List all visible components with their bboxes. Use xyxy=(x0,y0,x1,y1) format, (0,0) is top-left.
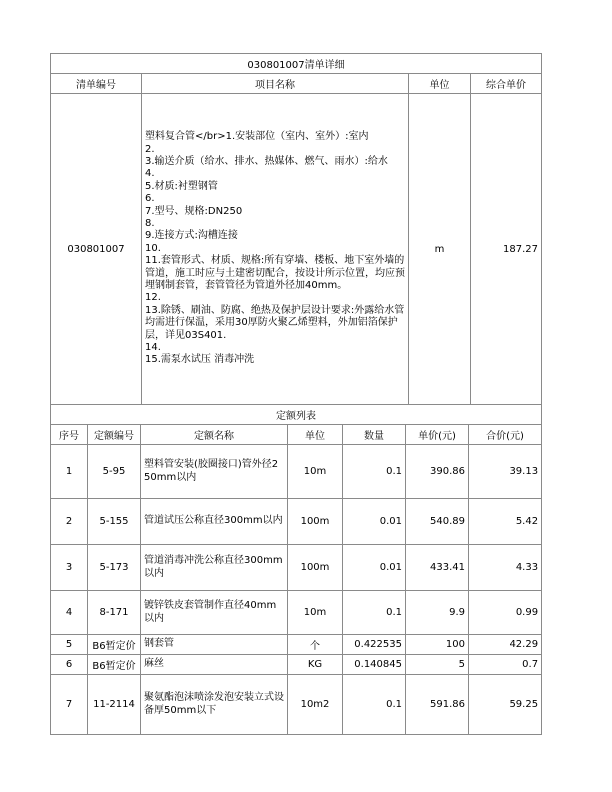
row-code: 5-95 xyxy=(88,445,141,499)
row-unit: 个 xyxy=(288,635,343,655)
row-code: 5-173 xyxy=(88,545,141,591)
description-line: 9.连接方式:沟槽连接 xyxy=(145,230,238,242)
description-line: 2. xyxy=(145,143,155,155)
quota-title-row xyxy=(51,405,542,425)
table-row xyxy=(51,635,542,655)
description-line: 7.型号、规格:DN250 xyxy=(145,205,243,217)
table-row xyxy=(51,675,542,735)
row-unit: 100m xyxy=(288,499,343,545)
table-row xyxy=(51,655,542,675)
row-unit-price: 433.41 xyxy=(406,545,469,591)
row-unit-price: 100 xyxy=(406,635,469,655)
row-seq: 1 xyxy=(51,445,88,499)
title-row xyxy=(51,54,542,74)
row-qty: 0.140845 xyxy=(343,655,406,675)
row-unit: 10m2 xyxy=(288,675,343,735)
row-total: 5.42 xyxy=(469,499,542,545)
row-qty: 0.1 xyxy=(343,591,406,635)
row-name: 聚氨酯泡沫喷涂发泡安装立式设备厚50mm以下 xyxy=(141,675,288,735)
row-name: 镀锌铁皮套管制作直径40mm以内 xyxy=(141,591,288,635)
bill-title: 030801007清单详细 xyxy=(51,54,542,74)
description-line: 4. xyxy=(145,168,155,180)
quota-header-row xyxy=(51,425,542,445)
col-header-seq: 序号 xyxy=(51,425,88,445)
row-code: 8-171 xyxy=(88,591,141,635)
col-header-code: 清单编号 xyxy=(51,74,142,94)
row-total: 0.99 xyxy=(469,591,542,635)
row-unit-price: 5 xyxy=(406,655,469,675)
description-line: 5.材质:衬塑钢管 xyxy=(145,180,218,192)
row-qty: 0.01 xyxy=(343,499,406,545)
bill-item-code: 030801007 xyxy=(51,94,142,405)
row-qty: 0.01 xyxy=(343,545,406,591)
row-qty: 0.1 xyxy=(343,675,406,735)
row-code: 11-2114 xyxy=(88,675,141,735)
row-seq: 4 xyxy=(51,591,88,635)
bill-item-price: 187.27 xyxy=(471,94,542,405)
row-code: B6暂定价 xyxy=(88,655,141,675)
bill-item-description xyxy=(142,94,409,405)
row-name: 管道消毒冲洗公称直径300mm以内 xyxy=(141,545,288,591)
col-header-price: 综合单价 xyxy=(471,74,542,94)
col-header-quota-name: 定额名称 xyxy=(141,425,288,445)
row-total: 39.13 xyxy=(469,445,542,499)
row-unit: KG xyxy=(288,655,343,675)
description-line: 3.输送介质（给水、排水、热媒体、燃气、雨水）:给水 xyxy=(145,155,388,167)
row-unit: 10m xyxy=(288,591,343,635)
row-unit-price: 591.86 xyxy=(406,675,469,735)
row-unit: 100m xyxy=(288,545,343,591)
table-row xyxy=(51,545,542,591)
col-header-qty: 数量 xyxy=(343,425,406,445)
table-row xyxy=(51,591,542,635)
row-unit-price: 540.89 xyxy=(406,499,469,545)
row-seq: 2 xyxy=(51,499,88,545)
header-row xyxy=(51,74,542,94)
description-line: 12. xyxy=(145,292,161,304)
row-seq: 3 xyxy=(51,545,88,591)
row-name: 钢套管 xyxy=(141,635,288,655)
row-seq: 6 xyxy=(51,655,88,675)
description-line: 塑料复合管</br>1.安装部位（室内、室外）:室内 xyxy=(145,131,369,143)
row-code: B6暂定价 xyxy=(88,635,141,655)
description-line: 11.套管形式、材质、规格:所有穿墙、楼板、地下室外墙的管道，施工时应与土建密切配合，按设计所示位置，均应预埋钢制套管，套管管径为管道外径加40mm。 xyxy=(145,255,405,292)
quota-title: 定额列表 xyxy=(51,405,542,425)
col-header-unit: 单位 xyxy=(409,74,471,94)
col-header-quota-code: 定额编号 xyxy=(88,425,141,445)
row-seq: 7 xyxy=(51,675,88,735)
description-line: 10. xyxy=(145,242,161,254)
row-name: 塑料管安装(胶圈接口)管外径250mm以内 xyxy=(141,445,288,499)
row-code: 5-155 xyxy=(88,499,141,545)
row-qty: 0.1 xyxy=(343,445,406,499)
description-line: 14. xyxy=(145,342,161,354)
row-total: 59.25 xyxy=(469,675,542,735)
col-header-quota-unit: 单位 xyxy=(288,425,343,445)
row-unit-price: 390.86 xyxy=(406,445,469,499)
bill-item-unit: m xyxy=(409,94,471,405)
row-qty: 0.422535 xyxy=(343,635,406,655)
description-line: 8. xyxy=(145,217,155,229)
row-total: 4.33 xyxy=(469,545,542,591)
col-header-name: 项目名称 xyxy=(142,74,409,94)
quota-table xyxy=(50,404,542,735)
col-header-unit-price: 单价(元) xyxy=(406,425,469,445)
col-header-total: 合价(元) xyxy=(469,425,542,445)
table-row xyxy=(51,445,542,499)
table-row xyxy=(51,499,542,545)
row-total: 42.29 xyxy=(469,635,542,655)
description-line: 6. xyxy=(145,193,155,205)
row-name: 麻丝 xyxy=(141,655,288,675)
bill-detail-table xyxy=(50,53,542,405)
row-name: 管道试压公称直径300mm以内 xyxy=(141,499,288,545)
row-total: 0.7 xyxy=(469,655,542,675)
bill-item-row xyxy=(51,94,542,405)
row-unit-price: 9.9 xyxy=(406,591,469,635)
row-seq: 5 xyxy=(51,635,88,655)
description-line: 15.需泵水试压 消毒冲洗 xyxy=(145,354,255,366)
row-unit: 10m xyxy=(288,445,343,499)
description-line: 13.除锈、刷油、防腐、绝热及保护层设计要求:外露给水管均需进行保温，采用30厚防火聚乙烯塑料，外加铝箔保护层，详见03S401. xyxy=(145,304,405,341)
